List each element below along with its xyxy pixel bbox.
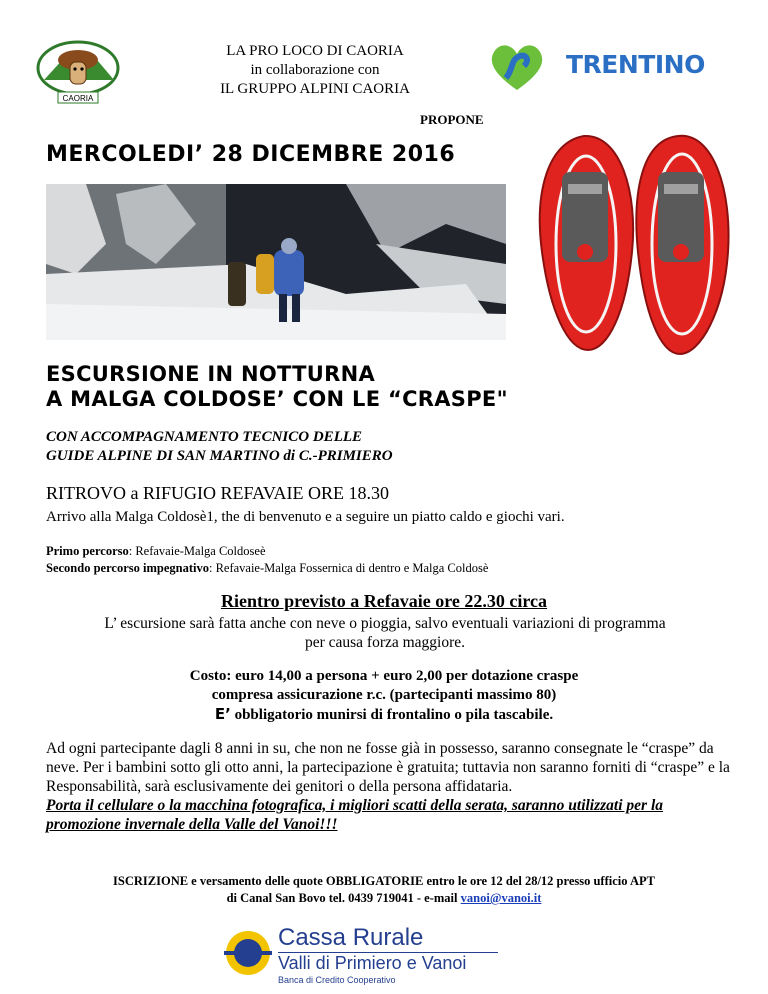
event-title-line-2: A MALGA COLDOSE’ CON LE “CRASPE" [46, 387, 508, 411]
cost-block [0, 667, 768, 725]
bank-tagline: Banca di Credito Cooperativo [278, 975, 396, 985]
event-title [46, 362, 508, 412]
route-2 [46, 561, 488, 576]
snowshoes-image [528, 132, 738, 358]
return-time [0, 591, 768, 612]
trentino-heart-icon [486, 38, 548, 94]
registration-line-1: ISCRIZIONE e versamento delle quote OBBLIGATORIE entro le ore 12 del 28/12 presso ufficio APT [113, 874, 655, 888]
photo-contest-note: Porta il cellulare o la macchina fotografica, i migliori scatti della serata, saranno utilizzati per la promozione invernale della Valle del Vanoi!!! [46, 797, 664, 833]
weather-note [40, 614, 730, 652]
registration-contact: di Canal San Bovo tel. 0439 719041 - e-mail [226, 891, 461, 905]
registration-line-2 [0, 890, 768, 907]
cassa-rurale-emblem-icon [220, 928, 276, 978]
trentino-logo: TRENTINO [566, 50, 705, 79]
cost-line-1: Costo: euro 14,00 a persona + euro 2,00 per dotazione craspe [189, 668, 579, 684]
night-snow-photo [46, 184, 506, 340]
organizers-block [150, 42, 480, 99]
return-time-text: Rientro previsto a Refavaie ore 22.30 circa [220, 591, 548, 611]
organizer-line-1: LA PRO LOCO DI CAORIA [226, 43, 404, 59]
event-title-line-1: ESCURSIONE IN NOTTURNA [46, 362, 376, 386]
cost-line-3 [0, 705, 768, 725]
organizer-line-3: IL GRUPPO ALPINI CAORIA [220, 81, 410, 97]
cost-line-3-prefix: E’ [214, 705, 231, 723]
pro-loco-caoria-logo [34, 36, 122, 106]
route-1 [46, 544, 266, 559]
propone-label: PROPONE [420, 112, 484, 127]
participants-text: Ad ogni partecipante dagli 8 anni in su, che non ne fosse già in possesso, saranno consegnate le “craspe” da neve. Per i bambini sotto gli otto anni, la partecipazione è gratuita; tuttavia non saranno forniti di “craspe” e la Responsabilità, sarà esclusivamente dei genitori o della persona affidataria. [46, 740, 730, 795]
arrival-info: Arrivo alla Malga Coldosè1, the di benvenuto e a seguire un piatto caldo e giochi vari. [46, 509, 565, 525]
weather-note-line-1: L’ escursione sarà fatta anche con neve o pioggia, salvo eventuali variazioni di programma [104, 615, 666, 632]
route-1-label: Primo percorso [46, 544, 129, 558]
guides-subtitle-line-1: CON ACCOMPAGNAMENTO TECNICO DELLE [46, 429, 363, 445]
bank-subtitle: Valli di Primiero e Vanoi [278, 953, 467, 973]
cost-line-3-text: obbligatorio munirsi di frontalino o pila tascabile. [230, 707, 554, 723]
participants-paragraph [46, 739, 730, 834]
route-2-text: : Refavaie-Malga Fossernica di dentro e Malga Coldosè [208, 561, 489, 575]
caoria-logo-text: CAORIA [62, 94, 94, 103]
event-date: MERCOLEDI’ 28 DICEMBRE 2016 [46, 142, 456, 167]
route-2-label: Secondo percorso impegnativo [46, 561, 209, 575]
guides-subtitle [46, 428, 393, 466]
meeting-point: RITROVO a RIFUGIO REFAVAIE ORE 18.30 [46, 483, 390, 503]
registration-info [0, 873, 768, 907]
cassa-rurale-logo [220, 924, 510, 990]
route-1-text: : Refavaie-Malga Coldoseè [128, 544, 266, 558]
guides-subtitle-line-2: GUIDE ALPINE DI SAN MARTINO di C.-PRIMIERO [46, 448, 393, 464]
cost-line-2: compresa assicurazione r.c. (partecipanti massimo 80) [211, 687, 557, 703]
email-link[interactable]: vanoi@vanoi.it [460, 891, 542, 905]
organizer-line-2: in collaborazione con [250, 62, 380, 78]
weather-note-line-2: per causa forza maggiore. [304, 634, 466, 651]
bank-name: Cassa Rurale [278, 924, 424, 951]
